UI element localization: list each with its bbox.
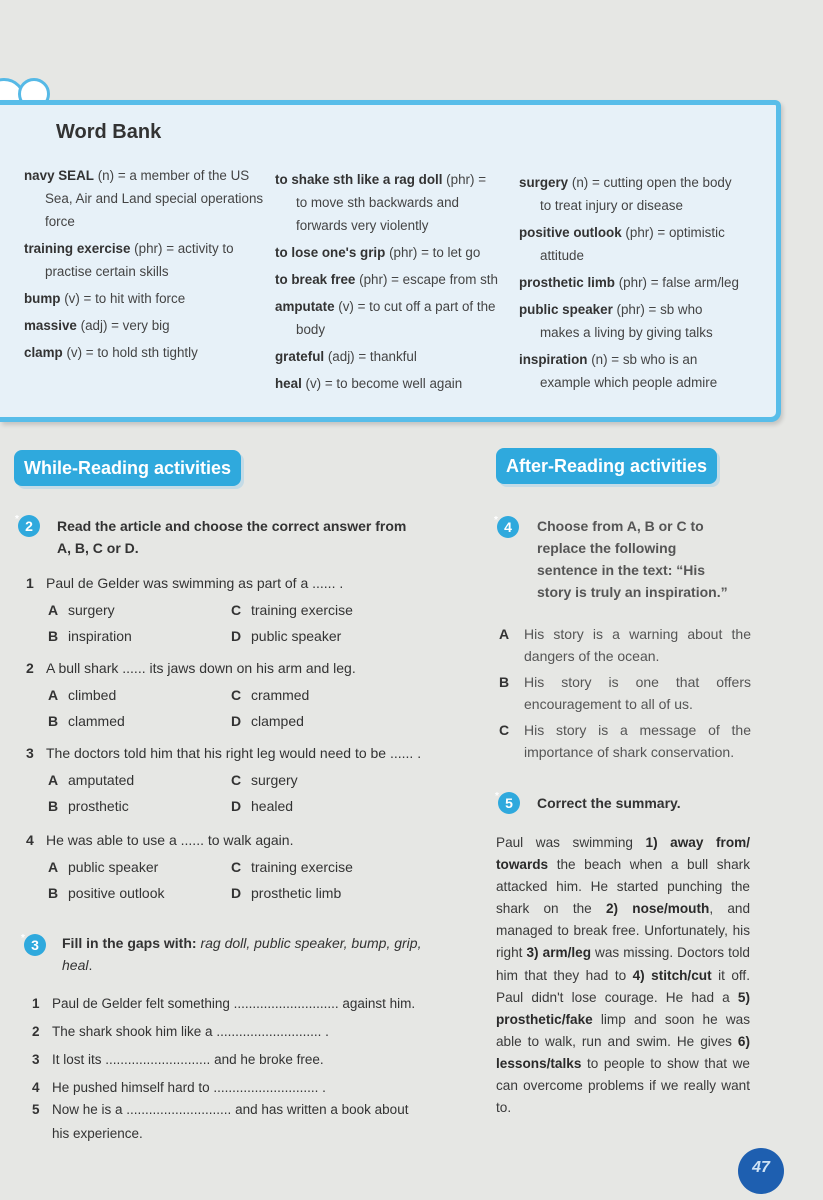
sentence-text-after: and has written a book about: [235, 1102, 409, 1117]
question-number: 3: [26, 745, 34, 761]
word-bank-definition: = false arm/leg: [650, 275, 739, 290]
option-letter: D: [231, 628, 242, 644]
answer-option: [231, 798, 293, 814]
word-bank-column-3: [519, 171, 759, 398]
summary-text: , and managed to break free. Unfortunately, his right: [496, 901, 750, 961]
word-bank-definition-cont: to treat injury or disease: [540, 198, 683, 213]
word-bank-pos: (phr): [389, 245, 418, 260]
option-text: public speaker: [68, 859, 159, 875]
option-letter: C: [231, 772, 242, 788]
word-bank-pos: (adj): [80, 318, 108, 333]
word-bank-entry-line: [24, 341, 264, 364]
page-number: 47: [738, 1148, 784, 1194]
option-letter: D: [231, 798, 242, 814]
word-bank-definition: = to become well again: [324, 376, 463, 391]
gap-sentence: [32, 1052, 324, 1067]
word-bank-pos: (v): [305, 376, 322, 391]
word-bank-entry-line: [24, 314, 264, 337]
exercise-4-instruction-line: replace the following: [537, 540, 677, 556]
option-letter: A: [48, 687, 59, 703]
sentence-text: He pushed himself hard to ............................ .: [52, 1080, 326, 1095]
word-bank-pos: (n): [571, 175, 589, 190]
word-bank-entry-line: [519, 221, 759, 244]
word-bank-term: heal: [275, 376, 302, 391]
question-text: A bull shark ...... its jaws down on his arm and leg.: [46, 660, 356, 676]
word-bank-pos: (v): [66, 345, 83, 360]
question: [26, 575, 343, 591]
answer-option: [48, 713, 125, 729]
word-bank-entry-line: [24, 164, 264, 187]
option-text: prosthetic limb: [251, 885, 342, 901]
word-bank-entry: [275, 268, 513, 291]
word-bank-term: massive: [24, 318, 77, 333]
answer-option: [48, 602, 115, 618]
word-bank-term: to lose one's grip: [275, 245, 386, 260]
answer-option: [231, 628, 341, 644]
word-bank-definition-cont: makes a living by giving talks: [540, 325, 713, 340]
question-text: The doctors told him that his right leg would need to be ...... .: [46, 745, 422, 761]
question: [26, 660, 356, 676]
answer-option: [48, 687, 116, 703]
word-bank-entry-line: [275, 372, 513, 395]
exercise-3-word-list-2: heal: [62, 957, 89, 973]
answer-option: [499, 719, 751, 763]
word-bank-term: positive outlook: [519, 225, 622, 240]
summary-choice: 1) away from/ towards: [496, 835, 750, 873]
word-bank-entry: [24, 237, 264, 283]
exercise-4-number: * 4: [497, 516, 519, 538]
after-reading-heading: After-Reading activities: [496, 448, 717, 484]
sentence-number: 4: [32, 1080, 40, 1095]
option-letter: A: [48, 602, 59, 618]
option-text: amputated: [68, 772, 135, 788]
word-bank-definition: = cutting open the body: [591, 175, 732, 190]
word-bank-entry-line: [519, 271, 759, 294]
while-reading-heading: While-Reading activities: [14, 450, 241, 486]
sentence-text-after: and he broke free.: [214, 1052, 324, 1067]
exercise-3-instruction: Fill in the gaps with: rag doll, public speaker, bump, grip, heal.: [62, 935, 422, 973]
answer-option: [231, 713, 304, 729]
option-text: clammed: [68, 713, 125, 729]
word-bank-entry-line: [275, 241, 513, 264]
word-bank-entry: [24, 314, 264, 337]
word-bank-pos: (n): [97, 168, 115, 183]
option-letter: B: [48, 885, 59, 901]
word-bank-pos: (phr): [625, 225, 654, 240]
word-bank-entry-line: [275, 345, 513, 368]
word-bank-term: public speaker: [519, 302, 613, 317]
word-bank-pos: (phr): [134, 241, 163, 256]
summary-text: Paul was swimming: [496, 835, 646, 850]
word-bank-definition-cont: attitude: [540, 248, 584, 263]
word-bank-entry-line: [24, 287, 264, 310]
exercise-3-instruction-bold: Fill in the gaps with:: [62, 935, 197, 951]
option-letter: C: [231, 687, 242, 703]
exercise-5-instruction: Correct the summary.: [537, 795, 681, 811]
word-bank-pos: (adj): [327, 349, 355, 364]
word-bank-entry-line: [519, 298, 759, 321]
word-bank-definition: = activity to: [166, 241, 234, 256]
word-bank-definition: = sb who: [648, 302, 703, 317]
word-bank-term: training exercise: [24, 241, 131, 256]
question: [26, 745, 421, 761]
option-text: clamped: [251, 713, 304, 729]
exercise-3-word-list: rag doll, public speaker, bump, grip,: [200, 935, 422, 951]
word-bank-entry: [275, 295, 513, 341]
word-bank-definition-cont: to move sth backwards and forwards very violently: [296, 195, 460, 233]
word-bank-pos: (n): [591, 352, 608, 367]
word-bank-term: to break free: [275, 272, 356, 287]
word-bank-term: navy SEAL: [24, 168, 94, 183]
question: [26, 832, 293, 848]
option-letter: A: [499, 626, 510, 642]
word-bank-pos: (v): [64, 291, 80, 306]
word-bank-pos: (v): [338, 299, 354, 314]
word-bank-entry-line: [275, 168, 513, 191]
word-bank-entry: [24, 164, 264, 233]
word-bank-definition: = very big: [111, 318, 170, 333]
option-text: public speaker: [251, 628, 342, 644]
option-letter: C: [231, 859, 242, 875]
word-bank-definition-cont: example which people admire: [540, 375, 718, 390]
option-letter: B: [499, 674, 510, 690]
answer-option: [48, 628, 132, 644]
word-bank-term: bump: [24, 291, 61, 306]
summary-text: limp and soon he was able to walk, run and swim. He gives: [496, 1011, 750, 1049]
option-text: healed: [251, 798, 294, 814]
word-bank-definition: = to hold sth tightly: [85, 345, 198, 360]
option-letter: B: [48, 713, 59, 729]
word-bank-term: inspiration: [519, 352, 588, 367]
word-bank-pos: (phr): [446, 172, 475, 187]
exercise-5-number: * 5: [498, 792, 520, 814]
word-bank-definition: = to hit with force: [83, 291, 186, 306]
gap-sentence: [32, 1080, 326, 1095]
sentence-text: Paul de Gelder felt something ............................: [52, 996, 339, 1011]
option-letter: D: [231, 713, 242, 729]
exercise-3-number: * 3: [24, 934, 46, 956]
gap-sentence: [32, 1024, 329, 1039]
word-bank-entry: [519, 221, 759, 267]
summary-text: it off. Paul didn't lose courage. He had a: [496, 967, 750, 1005]
option-text: positive outlook: [68, 885, 165, 901]
question-number: 4: [26, 832, 34, 848]
answer-option: [499, 623, 751, 667]
option-letter: C: [231, 602, 242, 618]
summary-text: was missing. Doctors told him that they had to: [496, 945, 750, 983]
answer-option: [48, 885, 165, 901]
word-bank-definition: = to cut off a part of the: [357, 299, 496, 314]
gap-sentence: [32, 1102, 408, 1117]
option-text: training exercise: [251, 602, 353, 618]
sentence-text-after: against him.: [342, 996, 416, 1011]
question-number: 2: [26, 660, 34, 676]
summary-text: to people to show that we can overcome problems if we really want to.: [496, 1055, 750, 1116]
sentence-number: 5: [32, 1102, 40, 1117]
background-decoration: [520, 20, 533, 65]
word-bank-term: to shake sth like a rag doll: [275, 172, 443, 187]
option-text: crammed: [251, 687, 310, 703]
word-bank-entry-line: [519, 171, 759, 194]
word-bank-column-2: [275, 168, 513, 399]
answer-option: [499, 671, 751, 715]
summary-choice: 3) arm/leg: [526, 945, 591, 961]
word-bank-term: clamp: [24, 345, 63, 360]
exercise-2-number: * 2: [18, 515, 40, 537]
option-text: His story is a warning about the dangers of the ocean.: [524, 626, 751, 664]
exercise-4-instruction: [537, 515, 757, 603]
word-bank-definition: = optimistic: [657, 225, 725, 240]
word-bank-entry: [519, 271, 759, 294]
sentence-text: It lost its ............................: [52, 1052, 211, 1067]
word-bank-entry: [24, 341, 264, 364]
word-bank-definition: = sb who is an: [611, 352, 698, 367]
summary-choice: 5) prosthetic/fake: [496, 989, 750, 1027]
answer-option: [48, 859, 158, 875]
word-bank-entry: [275, 372, 513, 395]
sentence-number: 3: [32, 1052, 40, 1067]
answer-option: [48, 798, 129, 814]
word-bank-entry: [275, 241, 513, 264]
sentence-number: 2: [32, 1024, 40, 1039]
option-text: inspiration: [68, 628, 132, 644]
word-bank-definition-cont: Sea, Air and Land special operations force: [45, 191, 264, 229]
question-text: Paul de Gelder was swimming as part of a ...... .: [46, 575, 344, 591]
option-text: prosthetic: [68, 798, 129, 814]
word-bank-entry: [24, 287, 264, 310]
word-bank-column-1: [24, 164, 264, 368]
option-letter: D: [231, 885, 242, 901]
word-bank-definition-cont: body: [296, 322, 326, 337]
word-bank-definition: = a member of the US: [117, 168, 250, 183]
exercise-2-instruction-line: Read the article and choose the correct answer from: [57, 518, 407, 534]
word-bank-entry-line: [275, 295, 513, 318]
answer-option: [231, 859, 353, 875]
option-text: surgery: [251, 772, 298, 788]
word-bank-term: surgery: [519, 175, 569, 190]
question-text: He was able to use a ...... to walk again.: [46, 832, 294, 848]
summary-choice: 4) stitch/cut: [632, 967, 712, 983]
answer-option: [231, 885, 341, 901]
word-bank-entry: [275, 168, 513, 237]
word-bank-definition: = escape from sth: [391, 272, 498, 287]
answer-option: [48, 772, 134, 788]
option-letter: B: [48, 798, 59, 814]
exercise-2-instruction-line: A, B, C or D.: [57, 540, 139, 556]
summary-choice: 6) lessons/talks: [496, 1033, 750, 1071]
answer-option: [231, 687, 309, 703]
option-text: His story is one that offers encouragement to all of us.: [524, 674, 751, 712]
word-bank-definition-cont: practise certain skills: [45, 264, 169, 279]
word-bank-entry: [275, 345, 513, 368]
word-bank-term: amputate: [275, 299, 335, 314]
option-text: training exercise: [251, 859, 353, 875]
summary-text: the beach when a bull shark attacked him. He started punching the shark on the: [496, 857, 750, 917]
word-bank-entry-line: [24, 237, 264, 260]
sentence-text: Now he is a ............................: [52, 1102, 232, 1117]
exercise-5-summary: [496, 832, 750, 1119]
exercise-2-instruction: [57, 515, 457, 559]
word-bank-entry: [519, 171, 759, 217]
word-bank-entry: [519, 348, 759, 394]
word-bank-definition: = to let go: [421, 245, 481, 260]
word-bank-pos: (phr): [616, 302, 645, 317]
word-bank-term: grateful: [275, 349, 325, 364]
option-letter: C: [499, 722, 510, 738]
word-bank-term: prosthetic limb: [519, 275, 615, 290]
sentence-number: 1: [32, 996, 40, 1011]
word-bank-definition: =: [478, 172, 487, 187]
option-text: His story is a message of the importance of shark conservation.: [524, 722, 751, 760]
sentence-text: The shark shook him like a ............................ .: [52, 1024, 329, 1039]
word-bank-definition: = thankful: [358, 349, 417, 364]
answer-option: [231, 772, 298, 788]
summary-choice: 2) nose/mouth: [605, 901, 710, 917]
exercise-4-instruction-line: Choose from A, B or C to: [537, 518, 704, 534]
gap-sentence-continued: his experience.: [52, 1126, 143, 1141]
option-letter: A: [48, 772, 59, 788]
word-bank-title: Word Bank: [56, 121, 162, 143]
exercise-4-instruction-line: sentence in the text: “His: [537, 562, 706, 578]
exercise-4-instruction-line: story is truly an inspiration.”: [537, 584, 728, 600]
answer-option: [231, 602, 353, 618]
word-bank-pos: (phr): [618, 275, 647, 290]
word-bank-entry-line: [275, 268, 513, 291]
question-number: 1: [26, 575, 34, 591]
gap-sentence: [32, 996, 415, 1011]
word-bank-entry: [519, 298, 759, 344]
option-text: climbed: [68, 687, 117, 703]
option-letter: A: [48, 859, 59, 875]
option-text: surgery: [68, 602, 115, 618]
word-bank-pos: (phr): [359, 272, 388, 287]
word-bank-entry-line: [519, 348, 759, 371]
option-letter: B: [48, 628, 59, 644]
